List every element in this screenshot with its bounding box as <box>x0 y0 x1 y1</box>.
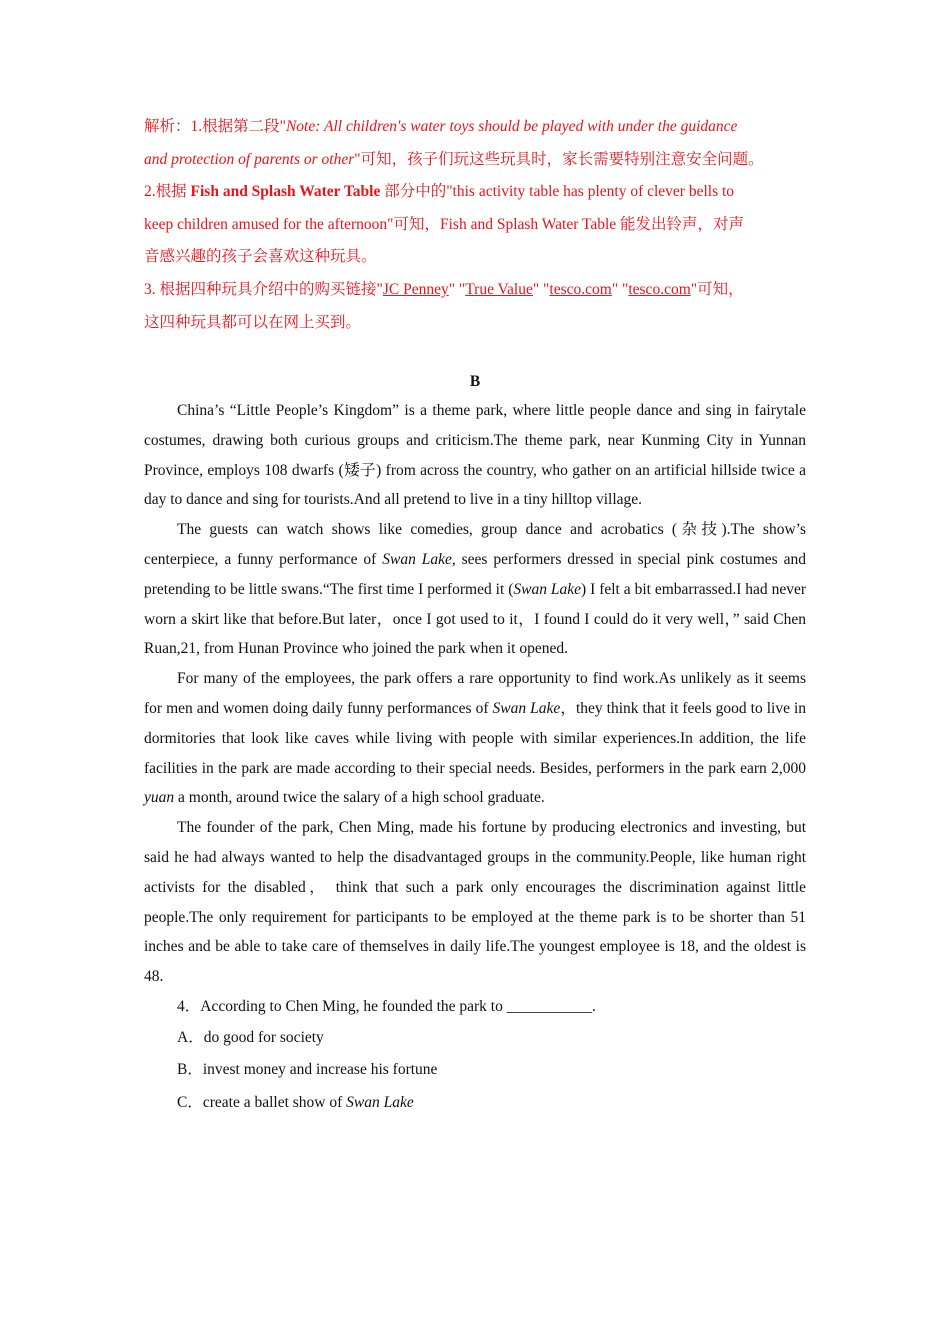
p2-text-a: The guests can watch shows like comedies, group dance and acrobatics (杂技).The show’s centerpiece, a funny performance of <box>144 521 806 568</box>
analysis-item3-tail: "可知， <box>690 280 744 298</box>
analysis-item1-head: 1.根据第二段" <box>190 118 286 135</box>
analysis-line-2 <box>144 144 824 177</box>
passage-paragraph-2 <box>144 515 806 664</box>
analysis-item1-tail: "可知，孩子们玩这些玩具时，家长需要特别注意安全问题。 <box>354 150 764 168</box>
option-c[interactable] <box>144 1087 806 1120</box>
p2-text-c: ) I felt a bit embarrassed.I had never worn a skirt like that before.But later，once I got used to it，I found I could do it very well，” said Chen Ruan,21, from Hunan Province who joined the park when it opened. <box>144 580 807 658</box>
option-letter: A． <box>177 1028 204 1046</box>
section-title: B <box>469 373 481 390</box>
question-4 <box>144 992 806 1119</box>
p3-text-b: ，they think that it feels good to live in dormitories that look like caves while living with people with similar experiences.In addition, the life facilities in the park are made according to their special needs. Besides, performers in the park earn 2,000 <box>144 699 807 777</box>
option-text: create a ballet show of <box>202 1093 347 1111</box>
option-text: invest money and increase his fortune <box>202 1061 438 1079</box>
p2-text-b: sees performers dressed in special pink costumes and pretending to be little swans.“The first time I performed it ( <box>144 550 806 598</box>
analysis-prefix: 解析： <box>144 118 191 135</box>
analysis-line-5: 音感兴趣的孩子会喜欢这种玩具。 <box>144 248 377 266</box>
analysis-item2-head: 2.根据 <box>144 183 191 201</box>
analysis-line-1 <box>144 111 824 144</box>
passage-paragraph-1: China’s “Little People’s Kingdom” is a theme park, where little people dance and sing in fairytale costumes, drawing both curious groups and criticism.The theme park, near Kunming City in Yunnan Province, employs 108 dwarfs (矮子) from across the country, who gather on an artificial hillside twice a day to dance and sing for tourists.And all pretend to live in a tiny hilltop village. <box>144 402 806 509</box>
p3-italic-1: Swan Lake <box>492 699 561 717</box>
option-letter: C． <box>177 1093 203 1111</box>
question-stem: 4．According to Chen Ming, he founded the park to ___________. <box>177 997 596 1015</box>
link-tesco-1[interactable]: tesco.com <box>549 280 612 298</box>
p2-italic-2: Swan Lake <box>513 580 582 598</box>
analysis-line-6: 3. 根据四种玩具介绍中的购买链接"JC Penney" "True Value" "tesco.com" "tesco.com"可知， <box>144 280 744 298</box>
analysis-item2-mid: 部分中的"this activity table has plenty of clever bells to <box>380 183 735 201</box>
reading-passage <box>144 396 806 1119</box>
answer-analysis <box>144 111 824 339</box>
option-b[interactable] <box>144 1054 806 1087</box>
p3-text-a: For many of the employees, the park offers a rare opportunity to find work.As unlikely as it seems for men and women doing daily funny performances of <box>144 670 806 717</box>
option-letter: B． <box>177 1061 203 1079</box>
option-text: do good for society <box>203 1028 324 1046</box>
passage-paragraph-4: The founder of the park, Chen Ming, made his fortune by producing electronics and investing, but said he had always wanted to help the disadvantaged groups in the community.People, like human right activists for the disabled， think that such a park only encourages the discrimination against little people.The only requirement for participants to be employed at the theme park is to be shorter than 51 inches and be able to take care of themselves in daily life.The youngest employee is 18, and the oldest is 48. <box>144 819 806 986</box>
option-a[interactable] <box>144 1022 806 1055</box>
link-jc-penney[interactable]: JC Penney <box>382 280 449 298</box>
link-true-value[interactable]: True Value <box>465 280 533 298</box>
analysis-item2-bold: Fish and Splash Water Table <box>190 183 381 201</box>
analysis-line-3 <box>144 176 824 209</box>
p2-italic-1: Swan Lake, <box>382 550 456 568</box>
analysis-quote-a: Note: All children's water toys should be played with under the guidance <box>285 118 738 135</box>
p3-text-c: a month, around twice the salary of a high school graduate. <box>174 789 545 807</box>
analysis-item3-head: 3. 根据四种玩具介绍中的购买链接" <box>144 280 383 298</box>
link-tesco-2[interactable]: tesco.com <box>628 280 691 298</box>
analysis-line-4: keep children amused for the afternoon"可知，Fish and Splash Water Table 能发出铃声，对声 <box>144 215 745 233</box>
p3-italic-2: yuan <box>144 789 175 807</box>
passage-paragraph-3 <box>144 664 806 813</box>
option-italic: Swan Lake <box>346 1093 414 1111</box>
analysis-line-7: 这四种玩具都可以在网上买到。 <box>144 313 362 331</box>
analysis-quote-b: and protection of parents or other <box>144 150 355 168</box>
